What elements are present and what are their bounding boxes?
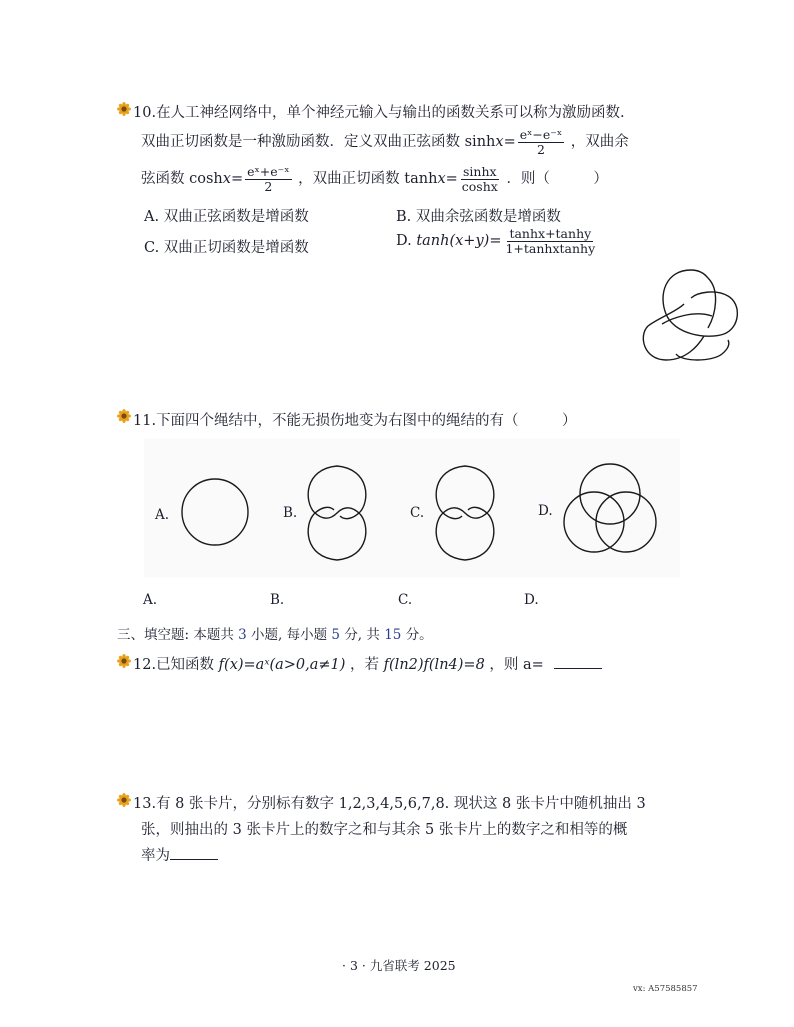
page-footer: · 3 · 九省联考 2025 bbox=[342, 958, 456, 973]
q12-text-mid: ，若 bbox=[350, 657, 380, 673]
fig-label-b: B. bbox=[283, 505, 298, 521]
q11-number: 11. bbox=[133, 413, 157, 429]
q10-option-d-lhs: tanh(x+y) bbox=[416, 233, 490, 249]
q10-option-c: C. 双曲正切函数是增函数 bbox=[144, 240, 309, 256]
q13-text-line1: 有 8 张卡片，分别标有数字 1,2,3,4,5,6,7,8. 现状这 8 张卡片中随机抽出 3 bbox=[156, 796, 646, 812]
fig-label-d: D. bbox=[538, 503, 553, 519]
trefoil-knot-figure bbox=[636, 266, 746, 366]
q11-choice-c: C. bbox=[398, 592, 413, 608]
q11-stem bbox=[133, 409, 577, 430]
q10-option-d-fraction bbox=[503, 227, 597, 256]
knot-a-circle bbox=[180, 477, 250, 547]
q10-option-b: B. 双曲余弦函数是增函数 bbox=[396, 209, 561, 225]
q10-line2 bbox=[141, 127, 629, 157]
fig-label-a: A. bbox=[155, 507, 170, 523]
q10-option-d-denominator: 1+tanhxtanhy bbox=[505, 240, 596, 256]
cosh-fraction bbox=[245, 165, 291, 194]
sinh-label: sinh bbox=[464, 134, 496, 150]
cosh-numerator: eˣ+e⁻ˣ bbox=[247, 163, 290, 179]
q10-stem-line3-mid: ，双曲正切函数 bbox=[298, 171, 400, 187]
q12-stem bbox=[133, 653, 602, 674]
tanh-fraction bbox=[460, 165, 500, 194]
section-3-heading-pre: 三、填空题: 本题共 bbox=[117, 627, 234, 643]
sinh-definition: sinhx= $\frac{\text{eˣ−e⁻ˣ}}{2}$ bbox=[464, 126, 563, 157]
q10-stem-line2: 双曲正切函数是一种激励函数．定义双曲正弦函数 bbox=[141, 134, 460, 150]
sinh-denominator: 2 bbox=[536, 141, 545, 157]
section-3-heading-post: 分。 bbox=[405, 627, 433, 643]
q11-choice-d: D. bbox=[524, 592, 539, 608]
q10-option-d: D. tanh(x+y)= $\frac{\tanh x+\tanh y}{\text{1+tanhxtanhy}}$ bbox=[396, 225, 596, 256]
section-3-heading-mid2: 分, 共 bbox=[344, 627, 380, 643]
tanh-definition: tanhx= $\frac{\sinh x}{\cosh x}$ bbox=[404, 163, 498, 194]
q13-answer-blank[interactable] bbox=[170, 859, 218, 860]
section-3-count: 3 bbox=[238, 627, 247, 643]
q10-line3 bbox=[141, 164, 608, 194]
flower-icon bbox=[117, 654, 131, 668]
q10-number: 10. bbox=[133, 105, 157, 121]
section-3-points-total: 15 bbox=[384, 627, 402, 643]
tanh-label: tanh bbox=[404, 171, 438, 187]
cosh-definition: coshx= $\frac{\text{eˣ+e⁻ˣ}}{2}$ bbox=[189, 163, 290, 194]
section-3-heading bbox=[117, 623, 433, 643]
cosh-denominator: 2 bbox=[264, 178, 273, 194]
q12-text-pre: 已知函数 bbox=[156, 657, 215, 673]
q10-stem-line2-post: ，双曲余 bbox=[570, 134, 629, 150]
q10-option-a: A. 双曲正弦函数是增函数 bbox=[144, 209, 309, 225]
tanh-denominator: coshx bbox=[461, 178, 498, 194]
q10-answer-bracket: ．则（ ） bbox=[506, 171, 608, 187]
knot-b-figure bbox=[302, 463, 372, 563]
sinh-fraction bbox=[518, 128, 564, 157]
tanh-numerator: sinhx bbox=[463, 163, 497, 179]
q13-line2: 张，则抽出的 3 张卡片上的数字之和与其余 5 张卡片上的数字之和相等的概 bbox=[141, 822, 628, 838]
knot-c-figure bbox=[430, 463, 500, 563]
flower-icon bbox=[117, 102, 131, 116]
watermark: vx: A57585857 bbox=[633, 984, 698, 994]
q10-option-d-numerator: tanhx+tanhy bbox=[509, 225, 592, 241]
q11-text: 下面四个绳结中，不能无损伤地变为右图中的绳结的有（ ） bbox=[156, 413, 577, 429]
q12-answer-blank[interactable] bbox=[554, 668, 602, 669]
q12-number: 12. bbox=[133, 657, 157, 673]
q11-choice-a: A. bbox=[143, 592, 158, 608]
q11-choice-b: B. bbox=[270, 592, 285, 608]
fig-label-c: C. bbox=[410, 505, 425, 521]
section-3-points-each: 5 bbox=[331, 627, 341, 643]
section-3-heading-mid1: 小题, 每小题 bbox=[251, 627, 328, 643]
q10-stem-line3: 弦函数 bbox=[141, 171, 185, 187]
q13-line1 bbox=[133, 792, 646, 813]
q13-line3 bbox=[141, 844, 218, 865]
q10-line1 bbox=[133, 101, 625, 122]
q12-function: f(x)=aˣ(a>0,a≠1) bbox=[218, 657, 346, 673]
sinh-numerator: eˣ−e⁻ˣ bbox=[519, 126, 563, 142]
cosh-label: cosh bbox=[189, 171, 223, 187]
q12-condition: f(ln2)f(ln4)=8 bbox=[383, 657, 485, 673]
q13-text-line3: 率为 bbox=[141, 848, 170, 864]
flower-icon bbox=[117, 409, 131, 423]
q10-option-d-label: D. bbox=[396, 233, 417, 249]
q13-number: 13. bbox=[133, 796, 157, 812]
q12-text-post: ，则 a= bbox=[489, 657, 544, 673]
knot-d-borromean-figure bbox=[562, 462, 658, 558]
flower-icon bbox=[117, 793, 131, 807]
q10-stem-line1: 在人工神经网络中，单个神经元输入与输出的函数关系可以称为激励函数. bbox=[156, 105, 625, 121]
